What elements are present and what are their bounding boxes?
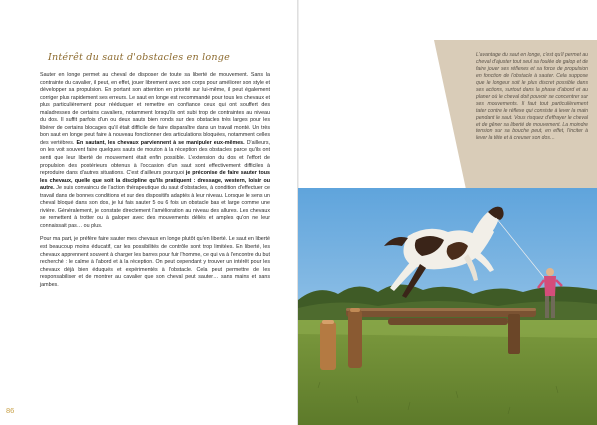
horse-jump-photo (298, 188, 597, 425)
body-text (40, 72, 270, 295)
photo-illustration (298, 188, 597, 425)
highlight-2: je préconise de faire sauter tous les chevaux, quelle que soit la discipline qu'ils pratiquent : dressage, western, loisir ou autre. (40, 170, 270, 192)
section-title: Intérêt du saut d'obstacles en longe (48, 52, 231, 63)
pull-quote: L'avantage du saut en longe, c'est qu'il permet au cheval d'ajuster tout seul sa foulée de galop et de faire jouer ses réflexes et sa force de propulsion en fonction de l'obstacle à sauter. Cela suppose que le longeur soit le plus discret possible dans ses actions, surtout dans la phase d'abord et au planer où le cheval doit pouvoir se concentrer sur ses mouvements. Il faut tout particulièrement tater contre le réflexe qui consiste à lever la main pendant le saut. Vous risquez d'effrayer le cheval et de gêner sa liberté de mouvement. La moindre tension sur sa bouche peut, en effet, l'inciter à lever la tête et à creuser son dos… (476, 52, 588, 142)
highlight-1: En sautant, les chevaux parviennent à se manipuler eux-mêmes. (76, 139, 245, 146)
page-number: 86 (6, 406, 15, 415)
paragraph-2: Pour ma part, je préfère faire sauter mes chevaux en longe plutôt qu'en liberté. Le saut en liberté est beaucoup moins éducatif, car les possibilités de contrôle sont trop limitées. En liberté, les chevaux apprennent souvent à charger les barres pour fuir l'homme, ce qui va à l'encontre du but recherché : le calme à l'abord et à la réception. On peut cependant y trouver un intérêt pour les chevaux déjà bien éduqués et expérimentés à l'obstacle. Cela peut permettre de les responsabiliser et de montrer au cavalier que son cheval peut sauter… sans mains et sans jambes. (40, 236, 270, 288)
paragraph-1: Sauter en longe permet au cheval de disposer de toute sa liberté de mouvement. Sans la contrainte du cavalier, il peut, en effet, jouer librement avec son corps pour améliorer son style et développer sa propulsion. En portant son attention en priorité sur lui-même, il peut également corriger plus rapidement ses erreurs. Le saut en longe est recommandé pour tous les chevaux et plus particulièrement pour rééduquer et remettre en confiance ceux qui ont souffert des maladresses de certains cavaliers, notamment lorsqu'ils ont subi trop de contraintes au niveau du dos. Il suffit parfois d'un ou deux sauts bien ronds sur des obstacles très larges pour les libérer de certains blocages qu'il était difficile de faire disparaître dans un travail monté. Un très bon saut en longe peut faire à nouveau fonctionner des articulations bloquées, notamment celles des vertèbres. En sautant, les chevaux parviennent à se manipuler eux-mêmes. D'ailleurs, on les voit souvent faire quelques sauts de mouton à la réception des obstacles parce qu'ils ont senti que leur liberté de mouvement était enfin possible. L'extension du dos et l'effort de propulsion des postérieurs obtenus à l'occasion d'un saut sont effectivement difficiles à reproduire dans d'autres situations. C'est d'ailleurs pourquoi je préconise de faire sauter tous les chevaux, quelle que soit la discipline qu'ils pratiquent : dressage, western, loisir ou autre. Je suis convaincu de l'action thérapeutique du saut d'obstacles, à condition d'effectuer ce travail dans de bonnes conditions et sur des dispositifs adaptés à leur niveau. Lorsque le sens un cheval bloqué dans son dos, je lui fais sauter 5 ou 6 fois un obstacle bas et large comme une rivière. Généralement, je constate directement l'amélioration au niveau des allures. Les chevaux se remettent à trotter ou à galoper avec des mouvements déliés et amples qu'on ne leur connaissait pas… ou plus. (40, 72, 270, 229)
